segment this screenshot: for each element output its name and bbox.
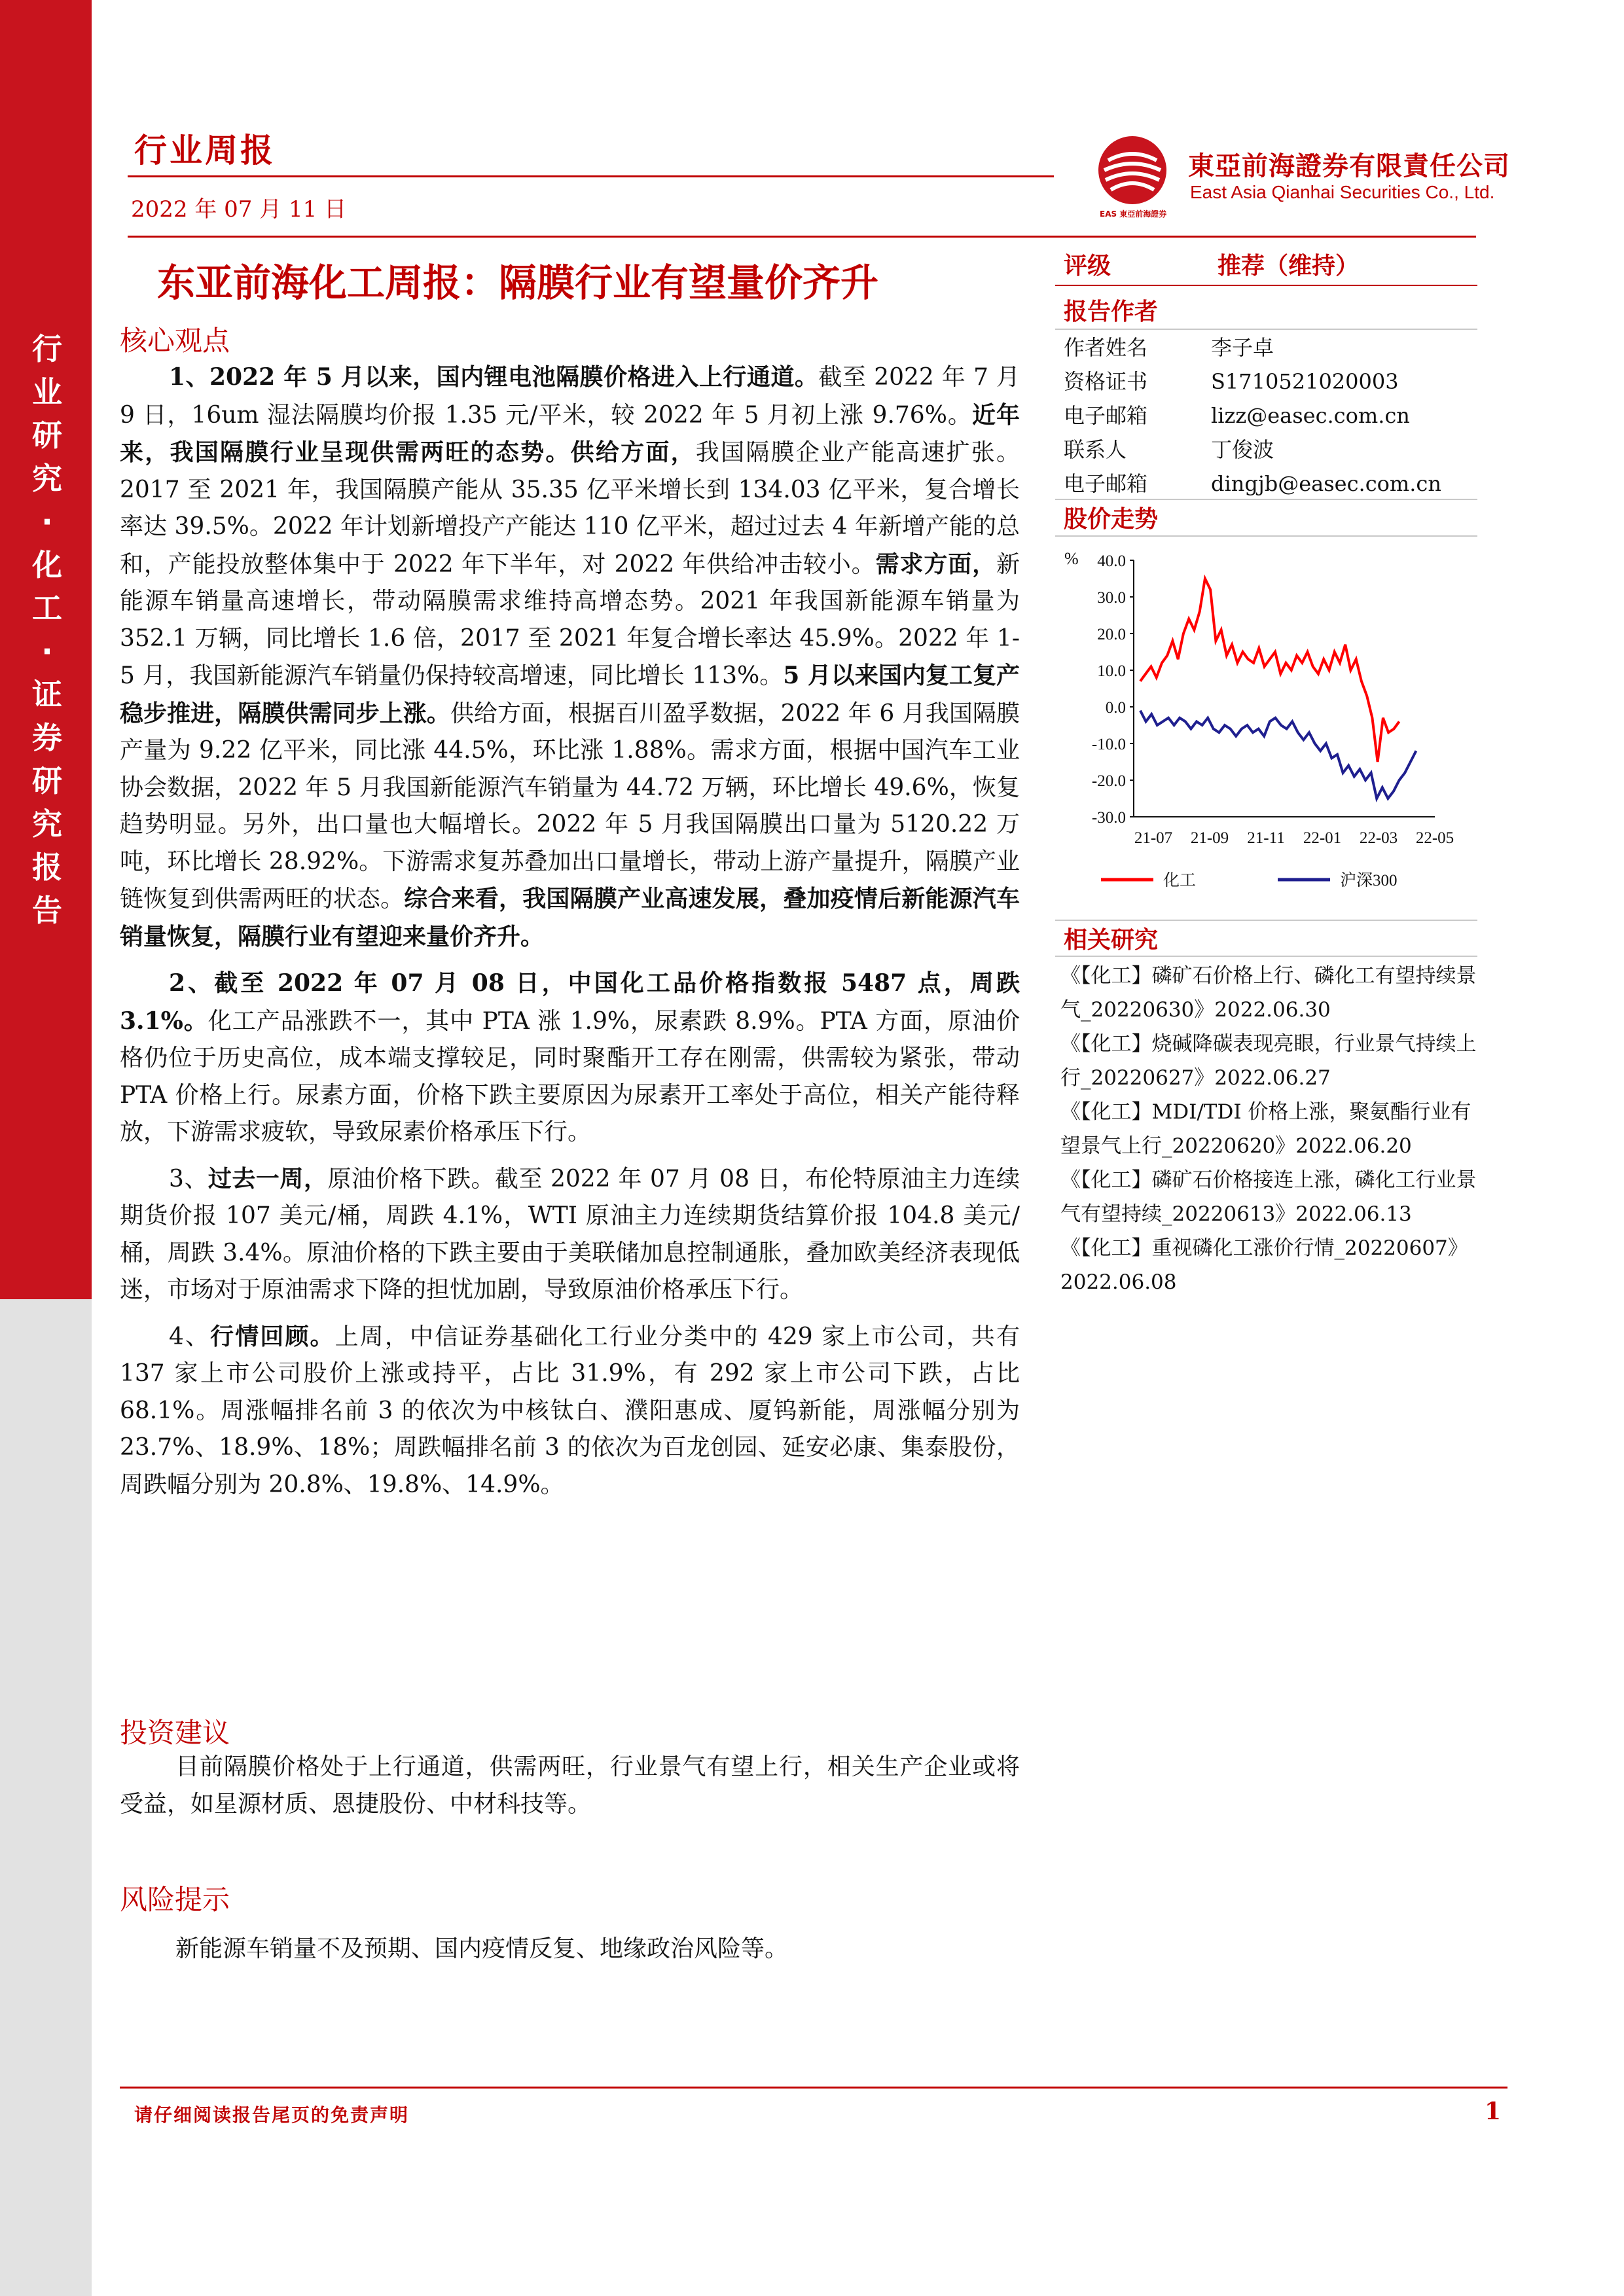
rating-value: 推荐（维持） [1218,253,1360,279]
y-unit-label: % [1064,549,1079,568]
p1-seg: 新能源车销量高速增长，带动隔膜需求维持高增态势。2021 年我国新能源车销量为 352.1 万辆，同比增长 1.6 倍，2017 至 2021 年复合增长率达 45.9%。2022 年 1-5 月，我国新能源汽车销量仍保持较高增速，同比增长 113%。 [120,550,1020,689]
page-number: 1 [1485,2098,1502,2125]
p1-seg: 1、2022 年 5 月以来，国内锂电池隔膜价格进入上行通道。 [169,363,819,391]
report-type: 行业周报 [134,132,276,170]
x-tick-label: 21-11 [1247,829,1285,847]
legend-label: 沪深300 [1340,872,1398,889]
author-row [1064,331,1476,365]
p4-seg: 上周，中信证券基础化工行业分类中的 429 家上市公司，共有 137 家上市公司股价上涨或持平，占比 31.9%，有 292 家上市公司下跌，占比 68.1%。周涨幅排名前 3 的依次为中核钛白、濮阳惠成、厦钨新能，周涨幅分别为 23.7%、18.9%、18%；周跌幅排名前 3 的依次为百龙创园、延安必康、集泰股份，周跌幅分别为 20.8%、19.8%、14.9%。 [120,1323,1020,1498]
p1-seg: 我国隔膜企业产能高速扩张。2017 至 2021 年，我国隔膜产能从 35.35 亿平米增长到 134.03 亿平米，复合增长率达 39.5%。2022 年计划新增投产产能达 110 亿平米，超过过去 4 年新增产能的总和，产能投放整体集中于 2022 年下半年，对 2022 年供给冲击较小。 [120,439,1020,578]
p1-seg: 截至 2022 年 7 月 9 日，16um 湿法隔膜均价报 1.35 元/平米，较 2022 年 5 月初上涨 9.76%。 [120,364,1020,429]
p1-seg: 需求方面， [875,550,996,578]
author-value: 丁俊波 [1211,437,1274,462]
y-tick-label: -10.0 [1091,736,1126,753]
related-heading: 相关研究 [1064,927,1159,954]
p4-seg: 4、 [169,1323,211,1350]
y-tick-label: -30.0 [1091,809,1126,827]
price-chart [1055,542,1481,908]
chart-bottom-divider [1055,920,1477,921]
invest-heading: 投资建议 [120,1717,230,1749]
related-item[interactable]: 《【化工】MDI/TDI 价格上涨，聚氨酯行业有望景气上行_20220620》2022.06.20 [1060,1100,1471,1158]
y-tick-label: 40.0 [1097,552,1126,570]
x-tick-label: 21-07 [1134,829,1173,847]
chart-top-divider [1055,499,1477,500]
chart-head-divider [1055,535,1477,537]
p3-seg: 原油价格下跌。截至 2022 年 07 月 08 日，布伦特原油主力连续期货价报 107 美元/桶，周跌 4.1%，WTI 原油主力连续期货结算价报 104.8 美元/桶，周跌 3.4%。原油价格的下跌主要由于美联储加息控制通胀，叠加欧美经济表现低迷，市场对于原油需求下降的担忧加剧，导致原油价格承压下行。 [120,1165,1020,1303]
header-divider [128,175,1054,177]
author-row [1064,467,1476,501]
p3-seg: 3、 [169,1165,208,1193]
chart-heading: 股价走势 [1064,506,1159,533]
legend-label: 化工 [1163,872,1197,889]
invest-paragraph: 目前隔膜价格处于上行通道，供需两旺，行业景气有望上行，相关生产企业或将受益，如星源材质、恩捷股份、中材科技等。 [120,1753,1020,1818]
core-heading: 核心观点 [120,325,230,357]
company-name-en: East Asia Qianhai Securities Co., Ltd. [1190,182,1495,202]
author-label: 电子邮箱 [1064,471,1148,496]
authors-heading: 报告作者 [1064,298,1159,325]
x-tick-label: 22-01 [1303,829,1342,847]
p1-seg: 5 月以来国内复工复产稳步推进，隔膜供需同步上涨。 [120,662,1020,727]
company-name-cn: 東亞前海證券有限責任公司 [1188,151,1510,181]
logo-caption: EAS 東亞前海證券 [1100,209,1167,219]
author-value[interactable]: dingjb@easec.com.cn [1211,471,1441,496]
series-line-chemical [1140,579,1399,762]
invest-body [120,1749,1020,1823]
author-label: 联系人 [1064,437,1127,462]
author-label: 电子邮箱 [1064,403,1148,428]
footer-disclaimer[interactable]: 请仔细阅读报告尾页的免责声明 [134,2104,410,2126]
p2-seg: 化工产品涨跌不一，其中 PTA 涨 1.9%，尿素跌 8.9%。PTA 方面，原油价格仍位于历史高位，成本端支撑较足，同时聚酯开工存在刚需，供需较为紧张，带动 PTA 价格上行。尿素方面，价格下跌主要原因为尿素开工率处于高位，相关产能待释放，下游需求疲软，导致尿素价格承压下行。 [120,1007,1020,1145]
footer-divider [120,2087,1507,2089]
author-label: 作者姓名 [1064,335,1148,360]
p1-seg: 综合来看，我国隔膜产业高速发展，叠加疫情后新能源汽车销量恢复，隔膜行业有望迎来量价齐升。 [120,885,1020,950]
author-value: 李子卓 [1211,335,1274,360]
y-tick-label: 20.0 [1097,626,1126,643]
rating-label: 评级 [1064,253,1111,279]
sidebar-lower-band [0,1299,92,2296]
y-axis-ticks [1092,552,1134,827]
core-paragraph-1 [120,359,1020,956]
related-item[interactable]: 《【化工】磷矿石价格接连上涨，磷化工行业景气有望持续_20220613》2022.06.13 [1060,1168,1477,1226]
y-tick-label: -20.0 [1091,772,1126,790]
series-line-hs300 [1140,711,1416,798]
core-body [120,359,1020,1503]
y-tick-label: 0.0 [1105,699,1126,717]
core-paragraph-2 [120,965,1020,1151]
y-tick-label: 10.0 [1097,662,1126,680]
x-tick-label: 22-05 [1415,829,1454,847]
core-paragraph-4 [120,1318,1020,1504]
author-value: S1710521020003 [1211,369,1399,394]
report-date: 2022 年 07 月 11 日 [131,196,347,223]
x-axis-ticks [1134,829,1454,847]
p1-seg: 近年来，我国隔膜行业呈现供需两旺的态势。供给方面， [120,401,1020,466]
authors-divider [1055,329,1477,330]
related-divider [1055,956,1477,957]
rating-divider [1055,285,1477,286]
x-tick-label: 21-09 [1190,829,1229,847]
related-list [1060,959,1479,1299]
author-label: 资格证书 [1064,369,1148,394]
related-item[interactable]: 《【化工】磷矿石价格上行、磷化工有望持续景气_20220630》2022.06.30 [1060,964,1477,1022]
p3-seg: 过去一周， [208,1164,328,1193]
author-row [1064,433,1476,467]
risk-paragraph: 新能源车销量不及预期、国内疫情反复、地缘政治风险等。 [175,1935,789,1962]
report-title: 东亚前海化工周报：隔膜行业有望量价齐升 [157,260,879,305]
p4-seg: 行情回顾。 [210,1322,335,1350]
title-divider [128,236,1476,238]
p2-seg: 2、截至 2022 年 07 月 08 日，中国化工品价格指数报 5487 点，周跌 3.1%。 [120,969,1020,1035]
author-row [1064,399,1476,433]
authors-table [1064,331,1476,501]
sidebar-label: 行业研究·化工·证券研究报告 [32,331,62,928]
chart-series-group [1140,579,1416,798]
author-value[interactable]: lizz@easec.com.cn [1211,403,1410,428]
y-tick-label: 30.0 [1097,589,1126,607]
risk-heading: 风险提示 [120,1884,230,1916]
risk-body [120,1931,1020,1968]
author-row [1064,365,1476,399]
p1-seg: 供给方面，根据百川盈孚数据，2022 年 6 月我国隔膜产量为 9.22 亿平米，同比涨 44.5%，环比涨 1.88%。需求方面，根据中国汽车工业协会数据，2022 年 5 月我国新能源汽车销量为 44.72 万辆，环比增长 49.6%，恢复趋势明显。另外，出口量也大幅增长。2022 年 5 月我国隔膜出口量为 5120.22 万吨，环比增长 28.92%。下游需求复苏叠加出口量增长，带动上游产量提升，隔膜产业链恢复到供需两旺的状态。 [120,700,1020,912]
related-item[interactable]: 《【化工】重视磷化工涨价行情_20220607》2022.06.08 [1060,1236,1468,1294]
related-item[interactable]: 《【化工】烧碱降碳表现亮眼，行业景气持续上行_20220627》2022.06.27 [1060,1032,1477,1090]
x-tick-label: 22-03 [1359,829,1398,847]
company-logo-icon [1096,134,1168,206]
core-paragraph-3 [120,1160,1020,1309]
chart-legend [1101,871,1398,889]
